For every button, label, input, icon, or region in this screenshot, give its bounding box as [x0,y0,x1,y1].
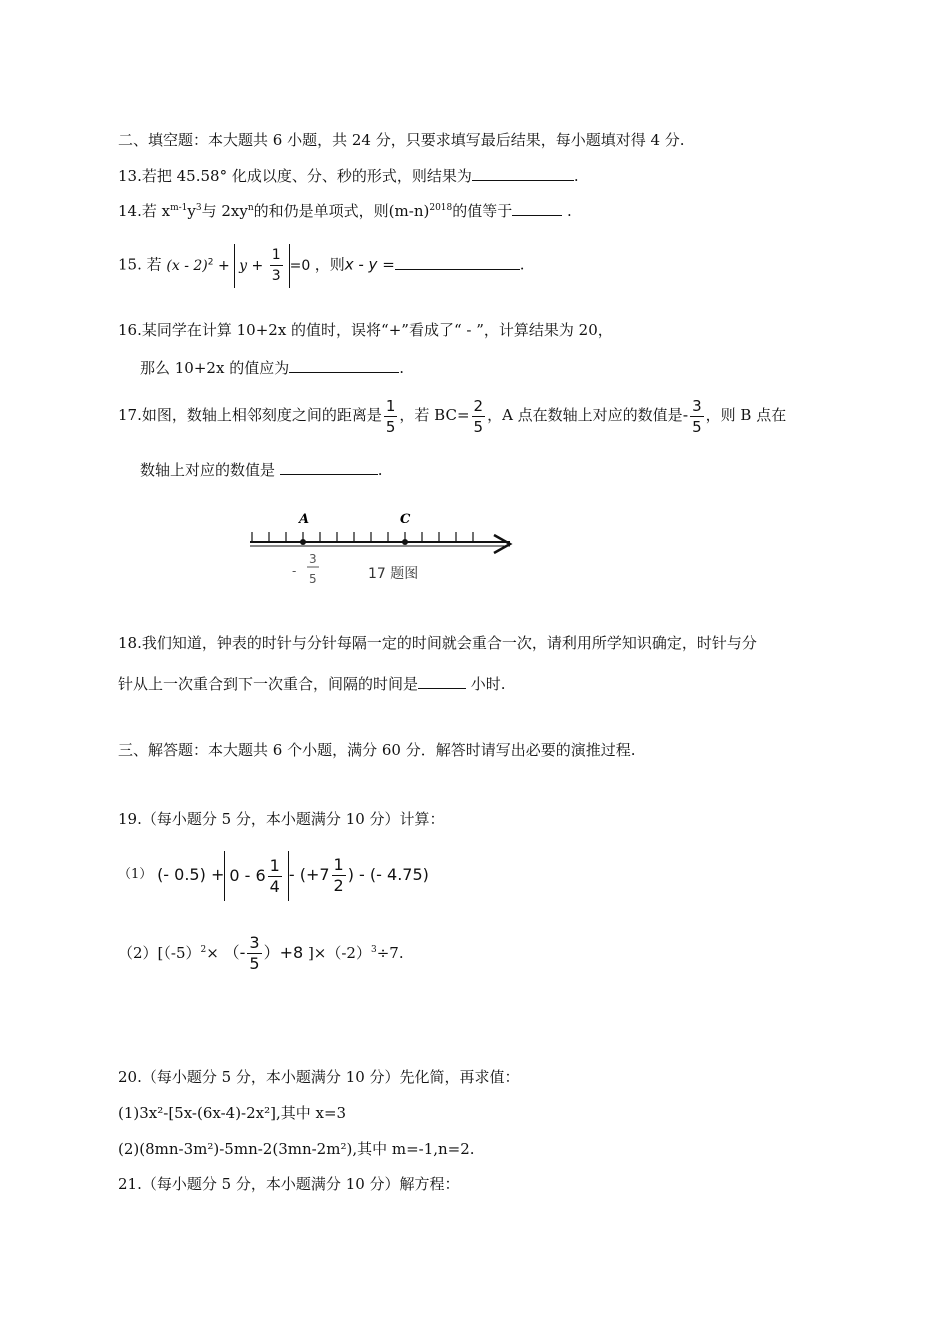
q19-p2-fraction-num: 3 [249,933,260,952]
q14-answer-blank[interactable] [512,199,562,216]
q15-equals: = [377,255,395,274]
figure-minus-sign: - [292,564,297,578]
q19-p2-open-paren: （- [223,943,246,962]
q15-period: . [519,255,525,274]
q19-p1-term-c: ) - (- 4.75) [347,865,429,884]
number-line-ticks [252,532,473,542]
q14-exponent-2: 3 [195,203,202,213]
q17-fraction-3-num: 3 [692,396,702,415]
q15-y: y [239,257,248,274]
q19-p2-text: ]×（-2） [303,944,371,962]
point-c-dot [402,539,408,545]
q19-p2-times: × [206,944,219,962]
q16-line-1: 16.某同学在计算 10+2x 的值时，误将“+”看成了“ - ”，计算结果为 20， [118,321,613,339]
q19-p1-abs-fraction [268,856,282,897]
q18-line-2 [118,672,506,694]
q14-exponent-4: 2018 [429,203,453,213]
q21-heading: 21.（每小题分 5 分，本小题满分 10 分）解方程： [118,1175,460,1193]
point-c-label: C [400,512,411,527]
q13-text: 13.若把 45.58° 化成以度、分、秒的形式，则结果为 [118,167,472,185]
q19-p1-abs-num: 1 [269,855,280,875]
q15-plus-2: + [247,257,268,274]
q19-p2-exponent-2: 3 [370,945,377,955]
q19-p2-exponent: 2 [200,945,207,955]
section2-heading: 二、填空题：本大题共 6 小题，共 24 分，只要求填写最后结果，每小题填对得 4 分. [118,131,685,149]
q19-p2-divide: ÷7. [376,944,404,962]
figure-fraction-num: 3 [309,552,317,566]
q14-text-2: y [187,202,196,220]
q19-p1-fraction-num: 1 [333,855,344,874]
section3-heading: 三、解答题：本大题共 6 个小题，满分 60 分．解答时请写出必要的演推过程. [118,741,636,759]
q19-part-1-expression [157,855,429,896]
figure-17-number-line [248,505,518,595]
q14-text-4: 的和仍是单项式，则(m-n) [253,202,430,220]
q14-period: . [562,202,572,220]
q18-unit: 小时. [466,675,506,693]
q15-fraction-num: 1 [270,245,283,266]
q20-part-1: (1)3x²-[5x-(6x-4)-2x²],其中 x=3 [118,1104,347,1122]
q17-period: . [377,461,383,479]
q18-answer-blank[interactable] [418,672,466,689]
q19-p1-abs-text: 0 - 6 [229,865,266,885]
figure-fraction-den: 5 [309,572,317,586]
q19-part-1-label: （1） [118,867,153,882]
q16-text: 那么 10+2x 的值应为 [140,359,290,377]
q17-fraction-1-num: 1 [385,396,396,415]
question-14 [118,198,572,221]
q15-answer-blank[interactable] [395,253,520,270]
q18-text: 针从上一次重合到下一次重合，间隔的时间是 [118,675,419,693]
q15-squared-term: (x - 2) [166,257,208,274]
q17-fraction-3 [690,396,704,437]
point-a-label: A [299,512,310,527]
question-13 [118,164,579,186]
q14-text-1: 14.若 x [118,202,171,220]
q15-then: ，则 [314,255,345,274]
q17-fraction-1 [384,396,398,437]
q20-part-2: (2)(8mn-3m²)-5mn-2(3mn-2m²),其中 m=-1,n=2. [118,1140,475,1158]
q17-text-1: 17.如图，数轴上相邻刻度之间的距离是 [118,406,382,424]
q14-exponent-3: n [247,203,254,213]
q17-fraction-3-den: 5 [692,417,702,436]
q19-p2-fraction [247,933,261,974]
q15-plus: + [213,257,235,274]
q13-answer-blank[interactable] [472,164,574,181]
arrow-icon [494,535,510,553]
q16-period: . [399,359,404,377]
q19-p1-term-a: (- 0.5) + [157,865,225,884]
q18-line-1: 18.我们知道，钟表的时针与分针每隔一定的时间就会重合一次，请利用所学知识确定，时针与分 [118,634,757,652]
q15-fraction [270,245,283,286]
q19-p1-fraction-den: 2 [333,876,344,895]
q16-answer-blank[interactable] [289,356,399,373]
q17-text-3: ，A 点在数轴上对应的数值是 [487,406,683,424]
q19-part-2 [118,928,404,975]
q16-line-2 [140,356,404,378]
q17-answer-blank[interactable] [280,458,378,475]
q14-text-5: 的值等于 [452,202,513,220]
q13-period: . [573,167,579,185]
q15-expression [166,247,314,285]
q14-exponent-1: m-1 [170,203,188,213]
q17-text-4: ，则 B 点在 [705,406,787,424]
q19-p2-fraction-den: 5 [249,954,260,973]
q17-fraction-2-den: 5 [473,417,484,436]
q17-fraction-2-num: 2 [473,396,484,415]
q19-heading: 19.（每小题分 5 分，本小题满分 10 分）计算： [118,810,445,828]
q19-part-1 [118,850,429,901]
q15-equals-zero: =0 [289,257,311,274]
q15-fraction-den: 3 [271,268,281,285]
q17-fraction-1-den: 5 [385,417,396,436]
q15-absolute-value [234,244,289,288]
q19-part-2-label: （2）[（-5） [118,944,201,962]
q17-fraction-2 [472,396,486,437]
q20-heading: 20.（每小题分 5 分，本小题满分 10 分）先化简，再求值： [118,1068,520,1086]
q17-text-2: ，若 BC= [399,406,470,424]
q19-p2-close-paren: ）+8 [263,943,304,962]
q17-line-2 [140,458,383,480]
figure-caption: 17 题图 [368,566,419,582]
q17-text-5: 数轴上对应的数值是 [140,461,280,479]
question-15 [118,240,525,288]
q14-text-3: 与 2xy [201,202,248,220]
q19-p1-fraction [332,855,346,896]
q17-minus-sign: - [682,406,689,424]
q19-p2-bracket-term [223,933,304,973]
q17-line-1 [118,393,786,437]
q19-p1-absolute-value [224,851,289,901]
q19-p1-abs-den: 4 [269,876,280,896]
q19-p1-term-b: - (+7 [288,865,330,884]
point-a-dot [300,539,306,545]
q15-x-minus-y: x - y [344,255,378,274]
q15-label: 15. 若 [118,255,162,274]
q15-exponent: 2 [207,257,214,267]
